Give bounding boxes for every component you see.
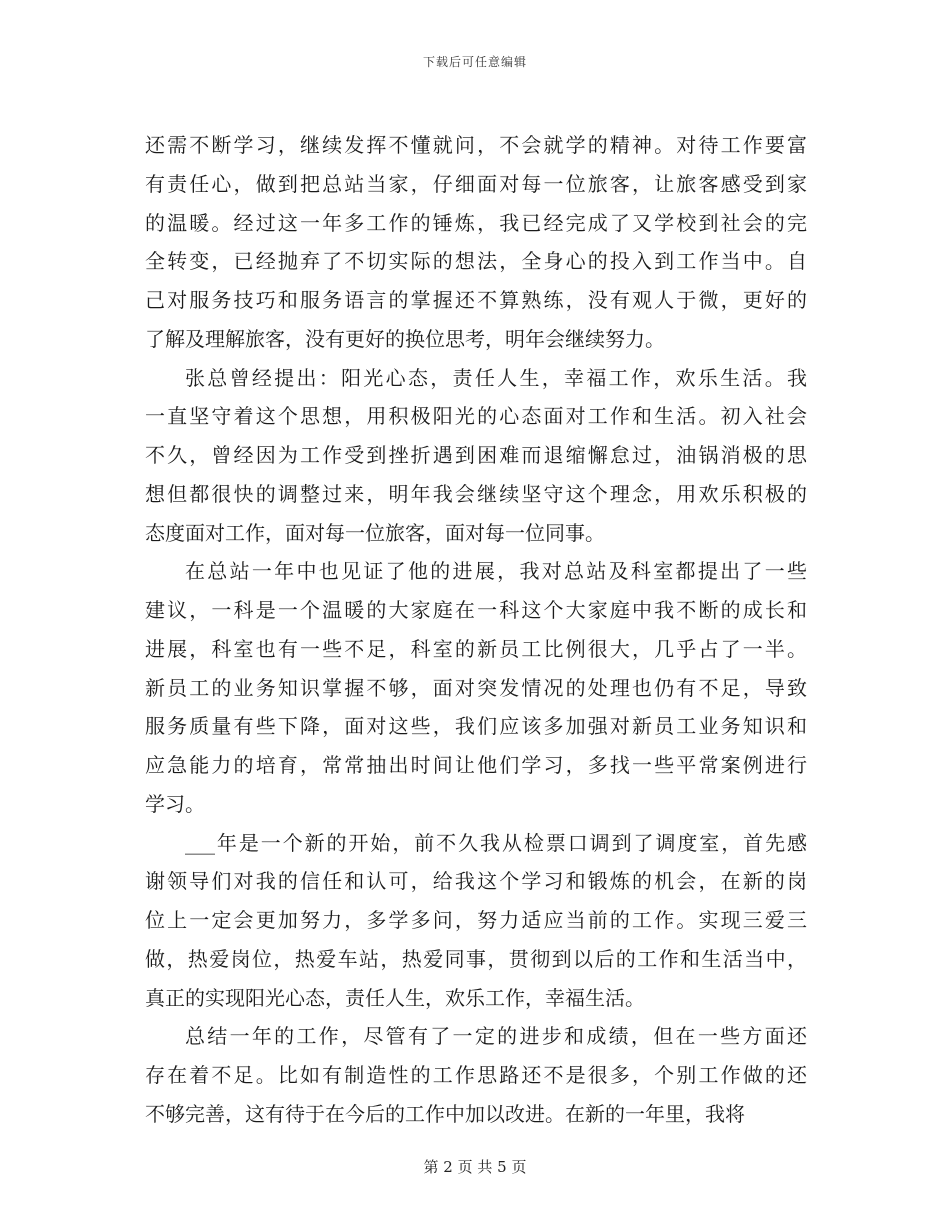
text-line: 新员工的业务知识掌握不够，面对突发情况的处理也仍有不足，导致 bbox=[145, 675, 807, 700]
text-line: 了解及理解旅客，没有更好的换位思考，明年会继续努力。 bbox=[145, 326, 665, 351]
page-header: 下载后可任意编辑 bbox=[422, 55, 527, 69]
text-line: 应急能力的培育，常常抽出时间让他们学习，多找一些平常案例进行 bbox=[145, 753, 807, 777]
text-line: 张总曾经提出：阳光心态，责任人生，幸福工作，欢乐生活。我 bbox=[185, 365, 807, 390]
text-line: 还需不断学习，继续发挥不懂就问，不会就学的精神。对待工作要富 bbox=[145, 133, 807, 157]
text-line: 服务质量有些下降，面对这些，我们应该多加强对新员工业务知识和 bbox=[145, 714, 807, 739]
text-line: 真正的实现阳光心态，责任人生，欢乐工作，幸福生活。 bbox=[145, 985, 645, 1010]
text-line: 有责任心，做到把总站当家，仔细面对每一位旅客，让旅客感受到家 bbox=[145, 171, 807, 196]
paragraph bbox=[145, 126, 807, 359]
text-line: 存在着不足。比如有制造性的工作思路还不是很多，个别工作做的还 bbox=[145, 1063, 807, 1087]
text-line: 在总站一年中也见证了他的进展，我对总站及科室都提出了一些 bbox=[185, 559, 807, 584]
text-line: 进展，科室也有一些不足，科室的新员工比例很大，几乎占了一半。 bbox=[145, 636, 807, 661]
text-line: 建议，一科是一个温暖的大家庭在一科这个大家庭中我不断的成长和 bbox=[145, 598, 807, 622]
page-number: 第 2 页 共 5 页 bbox=[423, 1158, 527, 1176]
text-line: 总结一年的工作，尽管有了一定的进步和成绩，但在一些方面还 bbox=[185, 1024, 807, 1049]
text-line: 的温暖。经过这一年多工作的锤炼，我已经完成了又学校到社会的完 bbox=[145, 210, 807, 235]
paragraph bbox=[145, 1017, 807, 1133]
paragraph bbox=[145, 359, 807, 553]
text-line: 不久，曾经因为工作受到挫折遇到困难而退缩懈怠过，油锅消极的思 bbox=[145, 443, 807, 467]
text-line: 做，热爱岗位，热爱车站，热爱同事，贯彻到以后的工作和生活当中， bbox=[145, 946, 807, 971]
text-line: 位上一定会更加努力，多学多问，努力适应当前的工作。实现三爱三 bbox=[145, 908, 807, 932]
paragraph bbox=[145, 824, 807, 1018]
paragraph bbox=[145, 552, 807, 823]
text-line: 己对服务技巧和服务语言的掌握还不算熟练，没有观人于微，更好的 bbox=[145, 288, 807, 312]
text-line: 全转变，已经抛弃了不切实际的想法，全身心的投入到工作当中。自 bbox=[145, 249, 807, 274]
text-line: 学习。 bbox=[145, 791, 205, 816]
text-line: 态度面对工作，面对每一位旅客，面对每一位同事。 bbox=[145, 520, 605, 545]
text-line: ___年是一个新的开始，前不久我从检票口调到了调度室，首先感 bbox=[185, 830, 807, 855]
text-line: 想但都很快的调整过来，明年我会继续坚守这个理念，用欢乐积极的 bbox=[145, 481, 807, 506]
text-line: 谢领导们对我的信任和认可，给我这个学习和锻炼的机会，在新的岗 bbox=[145, 869, 807, 894]
text-line: 不够完善，这有待于在今后的工作中加以改进。在新的一年里，我将 bbox=[145, 1101, 745, 1126]
document-body bbox=[145, 126, 807, 1134]
text-line: 一直坚守着这个思想，用积极阳光的心态面对工作和生活。初入社会 bbox=[145, 404, 807, 429]
